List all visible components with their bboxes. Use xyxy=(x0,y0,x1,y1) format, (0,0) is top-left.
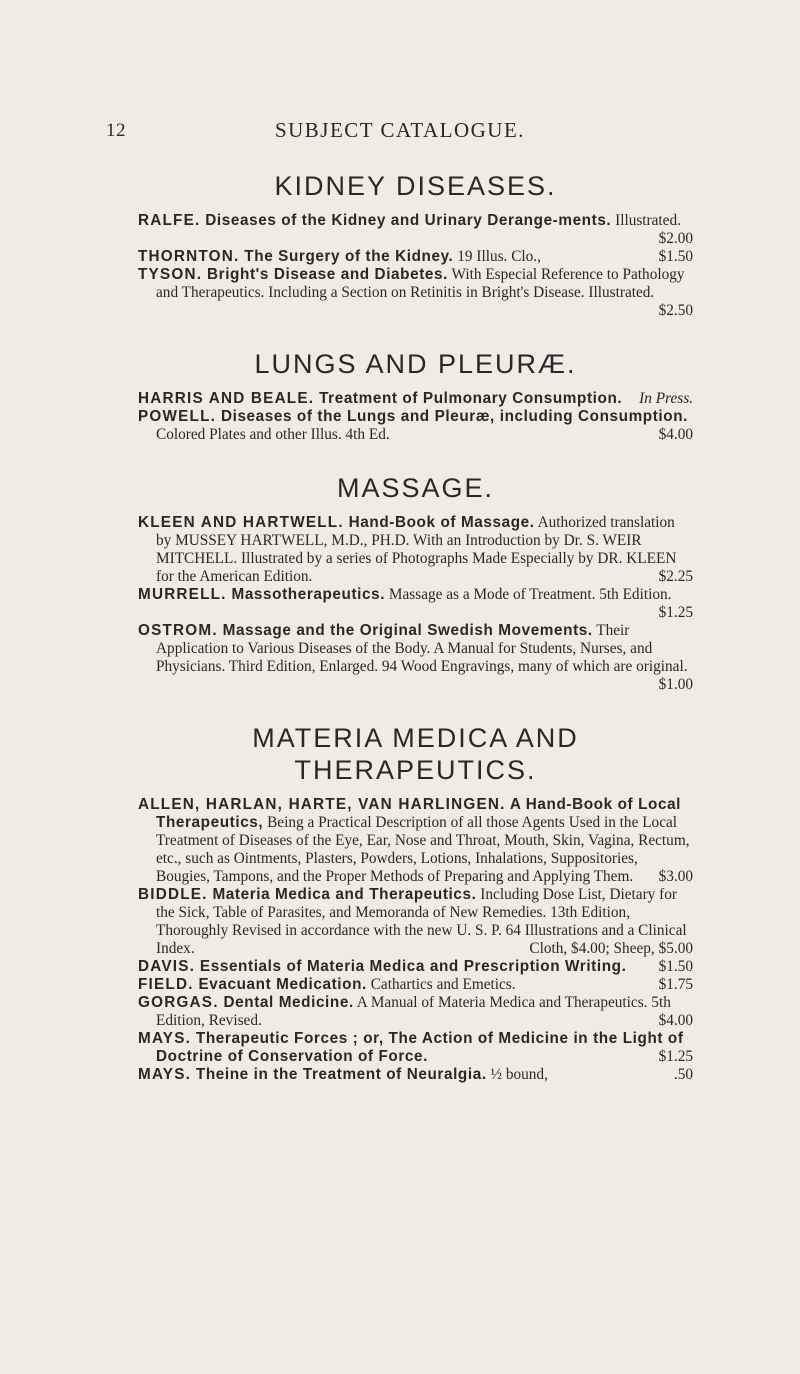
entry-description: Colored Plates and other Illus. 4th Ed. xyxy=(156,426,390,443)
entry-description: Authorized translation by MUSSEY HARTWELL, M.D., PH.D. With an Introduction by Dr. S. WEIR MITCHELL. Illustrated by a series of Photographs Made Especially by DR. KLEEN for the American Edition. xyxy=(156,514,677,585)
entry-price: $1.50 xyxy=(658,248,693,265)
entry-title: A Hand-Book of Local Therapeutics, xyxy=(156,796,682,831)
entry-author: POWELL. xyxy=(138,408,217,425)
catalogue-entry xyxy=(138,266,693,320)
catalogue-entry xyxy=(138,514,693,586)
catalogue-entry xyxy=(138,886,693,958)
entry-title: Hand-Book of Massage. xyxy=(343,514,535,531)
entry-title: Dental Medicine. xyxy=(218,994,354,1011)
entry-title: Treatment of Pulmonary Consumption. xyxy=(314,390,623,407)
entry-description: Cathartics and Emetics. xyxy=(366,976,516,993)
entry-author: KLEEN AND HARTWELL. xyxy=(138,514,344,531)
running-head xyxy=(0,118,800,148)
entry-author: MAYS. xyxy=(138,1066,192,1083)
catalogue-section xyxy=(138,472,693,694)
running-title: SUBJECT CATALOGUE. xyxy=(274,118,526,142)
catalogue-entry xyxy=(138,622,693,694)
entry-title: Theine in the Treatment of Neuralgia. xyxy=(191,1066,487,1083)
entry-price: $2.25 xyxy=(658,568,693,585)
entry-title: Materia Medica and Therapeutics. xyxy=(207,886,477,903)
entry-author: HARRIS AND BEALE. xyxy=(138,390,315,407)
entry-author: TYSON. xyxy=(138,266,203,283)
entry-title: Massotherapeutics. xyxy=(226,586,386,603)
entry-author: THORNTON. xyxy=(138,248,240,265)
entry-title: Diseases of the Lungs and Pleuræ, including Consumption. xyxy=(216,408,688,425)
entry-price: $1.25 xyxy=(658,1048,693,1065)
catalogue-content xyxy=(138,170,693,1084)
entry-price: In Press. xyxy=(639,390,693,407)
section-heading: LUNGS AND PLEURÆ. xyxy=(254,349,577,379)
catalogue-entry xyxy=(138,958,693,976)
catalogue-entry xyxy=(138,994,693,1030)
entry-author: FIELD. xyxy=(138,976,194,993)
catalogue-section xyxy=(138,348,693,444)
section-heading: MASSAGE. xyxy=(336,473,495,503)
entry-description: Massage as a Mode of Treatment. 5th Edition. xyxy=(385,586,672,603)
catalogue-entry xyxy=(138,1066,693,1084)
entry-title: Evacuant Medication. xyxy=(193,976,367,993)
catalogue-entry xyxy=(138,248,693,266)
entry-price: $2.00 xyxy=(658,230,693,247)
entry-price: $1.25 xyxy=(658,604,693,621)
catalogue-entry xyxy=(138,390,693,408)
catalogue-section xyxy=(138,722,693,1084)
entry-title: The Surgery of the Kidney. xyxy=(239,248,454,265)
catalogue-entry xyxy=(138,976,693,994)
entry-title: Therapeutic Forces ; or, The Action of Medicine in the Light of Doctrine of Conservation of Force. xyxy=(156,1030,684,1065)
catalogue-entry xyxy=(138,796,693,886)
entry-author: GORGAS. xyxy=(138,994,219,1011)
entry-description: Being a Practical Description of all those Agents Used in the Local Treatment of Diseases of the Eye, Ear, Nose and Throat, Mouth, Skin, Vagina, Rectum, etc., such as Ointments, Plasters, Powders, Lotions, Inhalations, Suppositories, Bougies, Tampons, and the Proper Methods of Preparing and Applying Them. xyxy=(156,814,690,885)
entry-author: OSTROM. xyxy=(138,622,218,639)
entry-title: Essentials of Materia Medica and Prescription Writing. xyxy=(195,958,627,975)
catalogue-entry xyxy=(138,586,693,622)
entry-author: DAVIS. xyxy=(138,958,196,975)
catalogue-entry xyxy=(138,212,693,248)
catalogue-entry xyxy=(138,1030,693,1066)
entry-price: $1.00 xyxy=(658,676,693,693)
section-heading: MATERIA MEDICA AND THERAPEUTICS. xyxy=(252,723,579,785)
catalogue-section xyxy=(138,170,693,320)
entry-author: ALLEN, HARLAN, HARTE, VAN HARLINGEN. xyxy=(138,796,506,813)
entry-price: $1.75 xyxy=(658,976,693,993)
entry-price: $3.00 xyxy=(658,868,693,885)
entry-title: Bright's Disease and Diabetes. xyxy=(202,266,448,283)
page-number: 12 xyxy=(106,120,126,141)
entry-description: Illustrated. xyxy=(611,212,681,229)
entry-price: $4.00 xyxy=(658,426,693,443)
entry-author: MURRELL. xyxy=(138,586,227,603)
catalogue-entry xyxy=(138,408,693,444)
entry-description: 19 Illus. Clo., xyxy=(453,248,541,265)
entry-description: ½ bound, xyxy=(486,1066,548,1083)
entry-author: MAYS. xyxy=(138,1030,192,1047)
entry-description: A Manual of Materia Medica and Therapeutics. 5th Edition, Revised. xyxy=(156,994,671,1029)
entry-description: With Especial Reference to Pathology and Therapeutics. Including a Section on Retinitis in Bright's Disease. Illustrated. xyxy=(156,266,685,301)
entry-price: $2.50 xyxy=(658,302,693,319)
entry-price: $4.00 xyxy=(658,1012,693,1029)
entry-author: BIDDLE. xyxy=(138,886,208,903)
entry-price: $1.50 xyxy=(658,958,693,975)
entry-author: RALFE. xyxy=(138,212,201,229)
entry-title: Massage and the Original Swedish Movements. xyxy=(217,622,593,639)
entry-description: Including Dose List, Dietary for the Sick, Table of Parasites, and Memoranda of New Remedies. 13th Edition, Thoroughly Revised in accordance with the new U. S. P. 64 Illustrations and a Clinical Index. xyxy=(156,886,687,957)
section-heading: KIDNEY DISEASES. xyxy=(274,171,557,201)
entry-price: Cloth, $4.00; Sheep, $5.00 xyxy=(529,940,693,957)
entry-price: .50 xyxy=(673,1066,693,1083)
entry-description: Their Application to Various Diseases of the Body. A Manual for Students, Nurses, and Physicians. Third Edition, Enlarged. 94 Wood Engravings, many of which are original. xyxy=(156,622,688,675)
entry-title: Diseases of the Kidney and Urinary Derange-ments. xyxy=(200,212,612,229)
